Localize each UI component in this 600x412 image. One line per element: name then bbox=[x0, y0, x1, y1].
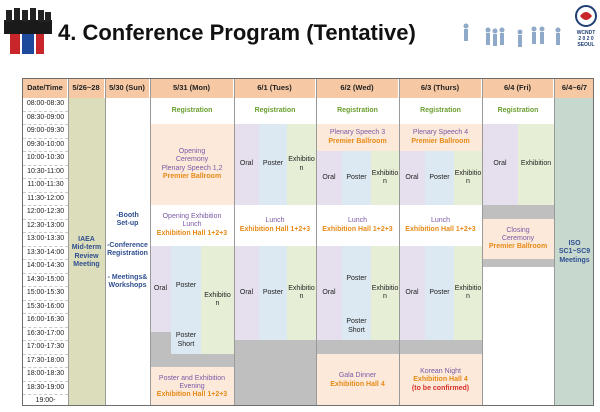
poster-0601-pm: Poster bbox=[259, 246, 287, 340]
gala-dinner-label: Gala Dinner bbox=[338, 372, 377, 380]
poster-0603-pm: Poster bbox=[425, 246, 454, 340]
closing-ceremony bbox=[482, 219, 554, 259]
plenary-4-label: Plenary Speech 4 bbox=[412, 129, 469, 137]
time-slot: 16:30-17:00 bbox=[23, 327, 68, 340]
exhibition-0603-am: Exhibitio n bbox=[454, 151, 482, 205]
break-0531 bbox=[150, 332, 171, 367]
booth-setup: -Booth Set-up bbox=[116, 211, 139, 227]
oral-0531: Oral bbox=[150, 246, 171, 332]
column-divider bbox=[68, 79, 69, 406]
venue-exhibition-hall-123: Exhibition Hall 1+2+3 bbox=[239, 225, 311, 233]
exhibition-0603-pm: Exhibitio n bbox=[454, 246, 482, 340]
break-0604 bbox=[482, 205, 554, 219]
poster-0602-am: Poster bbox=[342, 151, 371, 205]
time-slot: 19:00- bbox=[23, 394, 68, 406]
time-slot: 17:30-18:00 bbox=[23, 354, 68, 367]
poster-exhibition-evening bbox=[150, 367, 234, 406]
time-slot: 11:30-12:00 bbox=[23, 192, 68, 205]
venue-exhibition-hall-123: Exhibition Hall 1+2+3 bbox=[156, 391, 228, 399]
oral-0601-pm: Oral bbox=[234, 246, 259, 340]
page-header bbox=[0, 0, 600, 64]
end-0604 bbox=[482, 259, 554, 267]
col-header-datetime: Date/Time bbox=[23, 79, 68, 98]
time-slot: 13:30-14:00 bbox=[23, 246, 68, 259]
plenary-speech-4 bbox=[399, 124, 482, 151]
lunch-label: Lunch bbox=[347, 217, 368, 225]
time-slot: 14:00-14:30 bbox=[23, 259, 68, 273]
time-slot: 12:00-12:30 bbox=[23, 205, 68, 219]
venue-exhibition-hall-123: Exhibition Hall 1+2+3 bbox=[156, 229, 228, 237]
exhibition-0602-am: Exhibitio n bbox=[371, 151, 399, 205]
time-slot: 16:00-16:30 bbox=[23, 313, 68, 327]
lunch-0603 bbox=[399, 205, 482, 246]
column-divider bbox=[399, 79, 400, 406]
free-evening-0601 bbox=[234, 340, 316, 406]
column-divider bbox=[316, 79, 317, 406]
time-slot: 18:00-18:30 bbox=[23, 367, 68, 381]
exhibition-0601-am: Exhibitio n bbox=[287, 124, 316, 205]
poster-short-0531: Poster Short bbox=[171, 327, 201, 354]
time-slot: 18:30-19:00 bbox=[23, 381, 68, 394]
people-silhouettes-icon bbox=[462, 20, 570, 50]
poster-short-0602: Poster Short bbox=[342, 313, 371, 340]
plenary-speech-3 bbox=[316, 124, 399, 151]
venue-exhibition-hall-123: Exhibition Hall 1+2+3 bbox=[405, 225, 476, 233]
exhibition-0602-pm: Exhibitio n bbox=[371, 246, 399, 340]
time-slot: 15:30-16:00 bbox=[23, 300, 68, 313]
venue-exhibition-hall-123: Exhibition Hall 1+2+3 bbox=[322, 225, 393, 233]
meetings-workshops: - Meetings& Workshops bbox=[107, 273, 148, 289]
lunch-label: Lunch bbox=[265, 217, 285, 225]
col-header-0531: 5/31 (Mon) bbox=[150, 79, 234, 98]
col-header-0604: 6/4 (Fri) bbox=[482, 79, 554, 98]
oral-0601-am: Oral bbox=[234, 124, 259, 205]
registration-0601: Registration bbox=[254, 106, 296, 114]
time-slot: 08:00-08:30 bbox=[26, 100, 65, 108]
registration-0603: Registration bbox=[420, 106, 461, 114]
time-slot: 14:30-15:00 bbox=[23, 273, 68, 286]
col-header-0526: 5/26~28 bbox=[68, 79, 105, 98]
to-be-confirmed-note: (to be confirmed) bbox=[411, 384, 470, 392]
col-header-0604-0607: 6/4~6/7 bbox=[554, 79, 594, 98]
venue-premier-ballroom: Premier Ballroom bbox=[328, 137, 387, 145]
lunch-label: Lunch bbox=[430, 217, 451, 225]
time-slot: 10:30-11:00 bbox=[23, 165, 68, 178]
time-slot: 15:00-15:30 bbox=[23, 286, 68, 300]
opening-exhibition-lunch bbox=[150, 205, 234, 246]
oral-0603-pm: Oral bbox=[399, 246, 425, 340]
plenary-3-label: Plenary Speech 3 bbox=[329, 129, 386, 137]
column-divider bbox=[105, 79, 106, 406]
poster-evening-label: Poster and Exhibition Evening bbox=[158, 374, 226, 390]
col-header-0602: 6/2 (Wed) bbox=[316, 79, 399, 98]
oral-0602-am: Oral bbox=[316, 151, 342, 205]
opening-exhibition-label: Opening Exhibition Lunch bbox=[162, 213, 222, 229]
poster-0531: Poster bbox=[171, 246, 201, 327]
oral-0604: Oral bbox=[482, 124, 518, 205]
oral-0603-am: Oral bbox=[399, 151, 425, 205]
venue-premier-ballroom: Premier Ballroom bbox=[411, 137, 470, 145]
time-slot: 09:30-10:00 bbox=[23, 138, 68, 151]
gala-dinner bbox=[316, 354, 399, 406]
registration-0602: Registration bbox=[337, 106, 378, 114]
time-slot: 08:30-09:00 bbox=[23, 111, 68, 124]
lunch-0602 bbox=[316, 205, 399, 246]
exhibition-0604: Exhibition bbox=[518, 124, 554, 205]
program-table bbox=[22, 78, 594, 406]
lunch-0601 bbox=[234, 205, 316, 246]
poster-0603-am: Poster bbox=[425, 151, 454, 205]
venue-premier-ballroom: Premier Ballroom bbox=[488, 243, 548, 251]
time-slot: 17:00-17:30 bbox=[23, 340, 68, 354]
column-divider bbox=[554, 79, 555, 406]
poster-0602-pm: Poster bbox=[342, 246, 371, 313]
iaea-meeting-cell: IAEA Mid-term Review Meeting bbox=[68, 98, 105, 406]
poster-0601-am: Poster bbox=[259, 124, 287, 205]
page-title: 4. Conference Program (Tentative) bbox=[58, 20, 416, 45]
closing-ceremony-label: Closing Ceremony bbox=[501, 226, 535, 242]
col-header-0601: 6/1 (Tues) bbox=[234, 79, 316, 98]
venue-exhibition-hall-4: Exhibition Hall 4 bbox=[330, 380, 385, 388]
col-header-0530: 5/30 (Sun) bbox=[105, 79, 150, 98]
break-0531b bbox=[171, 354, 234, 367]
time-slot: 09:00-09:30 bbox=[23, 124, 68, 138]
time-slot: 13:00-13:30 bbox=[23, 232, 68, 246]
time-slot: 12:30-13:00 bbox=[23, 219, 68, 232]
oral-0602-pm: Oral bbox=[316, 246, 342, 340]
korean-night bbox=[399, 354, 482, 406]
exhibition-0601-pm: Exhibitio n bbox=[287, 246, 316, 340]
column-divider bbox=[234, 79, 235, 406]
iso-meetings-cell: ISO SC1~SC9 Meetings bbox=[554, 98, 594, 406]
exhibition-0531: Exhibitio n bbox=[201, 246, 234, 354]
korean-night-label: Korean Night bbox=[420, 368, 461, 376]
seal-text: WCNDT 2 0 2 0 SEOUL bbox=[576, 30, 596, 48]
venue-exhibition-hall-4: Exhibition Hall 4 bbox=[413, 376, 468, 384]
conference-logo-icon bbox=[4, 6, 52, 56]
col-header-0603: 6/3 (Thurs) bbox=[399, 79, 482, 98]
wcndt-emblem-icon bbox=[574, 4, 598, 28]
registration-0531: Registration bbox=[171, 106, 213, 114]
time-slot: 11:00-11:30 bbox=[23, 178, 68, 192]
time-slot: 10:00-10:30 bbox=[23, 151, 68, 165]
conference-registration: -Conference Registration bbox=[107, 241, 148, 257]
registration-0604: Registration bbox=[497, 106, 539, 114]
wcndt-seal bbox=[574, 4, 598, 56]
column-divider bbox=[482, 79, 483, 406]
opening-ceremony-label: Opening Ceremony Plenary Speech 1,2 bbox=[161, 148, 223, 172]
break-0602 bbox=[316, 340, 399, 354]
venue-premier-ballroom: Premier Ballroom bbox=[162, 172, 222, 180]
column-divider bbox=[150, 79, 151, 406]
break-0603 bbox=[399, 340, 482, 354]
opening-ceremony bbox=[150, 124, 234, 205]
